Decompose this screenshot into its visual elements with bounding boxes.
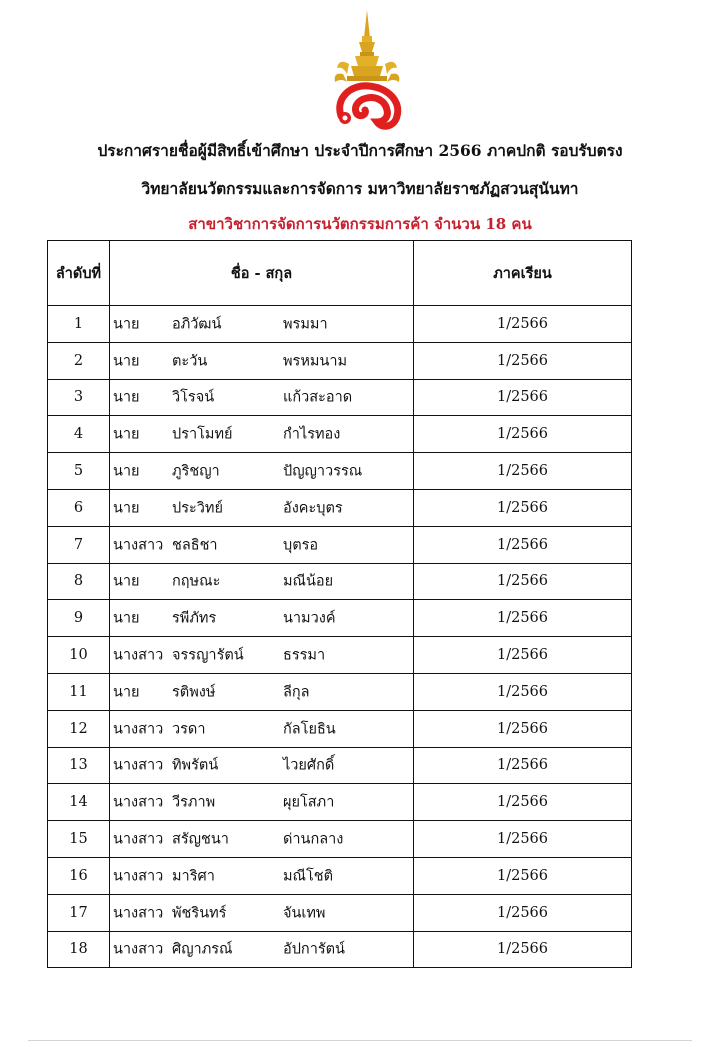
semester-cell: 1/2566 bbox=[414, 563, 632, 600]
table-row bbox=[48, 563, 632, 600]
row-number: 15 bbox=[48, 821, 110, 858]
student-name-cell bbox=[110, 489, 414, 526]
name-prefix: นาย bbox=[113, 463, 140, 480]
first-name: จรรญารัตน์ bbox=[172, 647, 244, 664]
row-number: 17 bbox=[48, 894, 110, 931]
row-number: 13 bbox=[48, 747, 110, 784]
last-name: กัลโยธิน bbox=[283, 721, 336, 738]
name-prefix: นาย bbox=[113, 573, 140, 590]
student-name-cell bbox=[110, 747, 414, 784]
last-name: ลีกุล bbox=[283, 684, 310, 701]
last-name: อังคะบุตร bbox=[283, 500, 343, 517]
first-name: อภิวัฒน์ bbox=[172, 316, 222, 333]
last-name: ปัญญาวรรณ bbox=[283, 463, 363, 480]
row-number: 3 bbox=[48, 379, 110, 416]
semester-cell: 1/2566 bbox=[414, 342, 632, 379]
row-number: 10 bbox=[48, 637, 110, 674]
student-name-cell bbox=[110, 710, 414, 747]
last-name: พรมมา bbox=[283, 316, 328, 333]
last-name: แก้วสะอาด bbox=[283, 389, 353, 406]
column-header-semester: ภาคเรียน bbox=[414, 241, 632, 306]
name-prefix: นางสาว bbox=[113, 794, 164, 811]
name-prefix: นาย bbox=[113, 500, 140, 517]
row-number: 11 bbox=[48, 673, 110, 710]
semester-cell: 1/2566 bbox=[414, 673, 632, 710]
semester-cell: 1/2566 bbox=[414, 857, 632, 894]
first-name: รติพงษ์ bbox=[172, 684, 216, 701]
first-name: พัชรินทร์ bbox=[172, 905, 227, 922]
name-prefix: นางสาว bbox=[113, 868, 164, 885]
student-name-cell bbox=[110, 894, 414, 931]
name-prefix: นาย bbox=[113, 353, 140, 370]
row-number: 2 bbox=[48, 342, 110, 379]
table-row bbox=[48, 821, 632, 858]
table-row bbox=[48, 379, 632, 416]
last-name: จันเทพ bbox=[283, 905, 326, 922]
semester-cell: 1/2566 bbox=[414, 600, 632, 637]
first-name: วรดา bbox=[172, 721, 206, 738]
semester-cell: 1/2566 bbox=[414, 306, 632, 343]
student-name-cell bbox=[110, 526, 414, 563]
table-row bbox=[48, 600, 632, 637]
announcement-title: ประกาศรายชื่อผู้มีสิทธิ์เข้าศึกษา ประจำปีการศึกษา 2566 ภาคปกติ รอบรับตรง bbox=[97, 141, 623, 160]
name-prefix: นาย bbox=[113, 426, 140, 443]
admission-table bbox=[47, 240, 632, 968]
student-name-cell bbox=[110, 416, 414, 453]
row-number: 7 bbox=[48, 526, 110, 563]
college-title: วิทยาลัยนวัตกรรมและการจัดการ มหาวิทยาลัยราชภัฏสวนสุนันทา bbox=[141, 179, 579, 198]
last-name: ผุยโสภา bbox=[283, 794, 335, 811]
program-title: สาขาวิชาการจัดการนวัตกรรมการค้า จำนวน 18 คน bbox=[188, 215, 532, 233]
table-row bbox=[48, 784, 632, 821]
student-name-cell bbox=[110, 931, 414, 968]
name-prefix: นางสาว bbox=[113, 831, 164, 848]
student-name-cell bbox=[110, 673, 414, 710]
student-name-cell bbox=[110, 453, 414, 490]
first-name: ชลธิชา bbox=[172, 537, 218, 554]
row-number: 16 bbox=[48, 857, 110, 894]
table-row bbox=[48, 931, 632, 968]
first-name: กฤษณะ bbox=[172, 573, 221, 590]
table-row bbox=[48, 673, 632, 710]
first-name: วีรภาพ bbox=[172, 794, 216, 811]
table-row bbox=[48, 489, 632, 526]
table-row bbox=[48, 894, 632, 931]
first-name: ทิพรัตน์ bbox=[172, 757, 219, 774]
name-prefix: นางสาว bbox=[113, 537, 164, 554]
student-name-cell bbox=[110, 857, 414, 894]
university-emblem-logo bbox=[327, 8, 407, 132]
last-name: กำไรทอง bbox=[283, 426, 341, 443]
semester-cell: 1/2566 bbox=[414, 379, 632, 416]
name-prefix: นางสาว bbox=[113, 757, 164, 774]
student-name-cell bbox=[110, 637, 414, 674]
semester-cell: 1/2566 bbox=[414, 526, 632, 563]
semester-cell: 1/2566 bbox=[414, 416, 632, 453]
table-row bbox=[48, 526, 632, 563]
name-prefix: นาย bbox=[113, 316, 140, 333]
first-name: ศิญาภรณ์ bbox=[172, 941, 233, 958]
name-prefix: นาย bbox=[113, 389, 140, 406]
row-number: 4 bbox=[48, 416, 110, 453]
last-name: พรหมนาม bbox=[283, 353, 348, 370]
semester-cell: 1/2566 bbox=[414, 894, 632, 931]
last-name: บุตรอ bbox=[283, 537, 319, 554]
student-name-cell bbox=[110, 342, 414, 379]
first-name: ประวิทย์ bbox=[172, 500, 223, 517]
row-number: 8 bbox=[48, 563, 110, 600]
column-header-no: ลำดับที่ bbox=[48, 241, 110, 306]
semester-cell: 1/2566 bbox=[414, 453, 632, 490]
name-prefix: นางสาว bbox=[113, 647, 164, 664]
last-name: ด่านกลาง bbox=[283, 831, 344, 848]
name-prefix: นางสาว bbox=[113, 721, 164, 738]
name-prefix: นางสาว bbox=[113, 905, 164, 922]
first-name: ปราโมทย์ bbox=[172, 426, 233, 443]
page-divider bbox=[28, 1040, 692, 1041]
table-row bbox=[48, 416, 632, 453]
table-row bbox=[48, 453, 632, 490]
first-name: วิโรจน์ bbox=[172, 389, 215, 406]
first-name: มาริศา bbox=[172, 868, 215, 885]
semester-cell: 1/2566 bbox=[414, 710, 632, 747]
student-name-cell bbox=[110, 600, 414, 637]
first-name: ภูริชญา bbox=[172, 463, 220, 480]
semester-cell: 1/2566 bbox=[414, 747, 632, 784]
table-row bbox=[48, 637, 632, 674]
name-prefix: นาย bbox=[113, 684, 140, 701]
table-row bbox=[48, 747, 632, 784]
semester-cell: 1/2566 bbox=[414, 637, 632, 674]
first-name: สรัญชนา bbox=[172, 831, 229, 848]
last-name: มณีน้อย bbox=[283, 573, 334, 590]
row-number: 14 bbox=[48, 784, 110, 821]
last-name: ไวยศักดิ์ bbox=[283, 757, 335, 774]
column-header-name: ชื่อ - สกุล bbox=[110, 241, 414, 306]
last-name: ธรรมา bbox=[283, 647, 326, 664]
row-number: 6 bbox=[48, 489, 110, 526]
semester-cell: 1/2566 bbox=[414, 931, 632, 968]
last-name: นามวงค์ bbox=[283, 610, 336, 627]
row-number: 1 bbox=[48, 306, 110, 343]
row-number: 9 bbox=[48, 600, 110, 637]
table-header-row bbox=[48, 241, 632, 306]
last-name: อัปการัตน์ bbox=[283, 941, 345, 958]
last-name: มณีโชติ bbox=[283, 868, 334, 885]
semester-cell: 1/2566 bbox=[414, 821, 632, 858]
name-prefix: นางสาว bbox=[113, 941, 164, 958]
table-row bbox=[48, 710, 632, 747]
first-name: รพีภัทร bbox=[172, 610, 217, 627]
student-name-cell bbox=[110, 306, 414, 343]
student-name-cell bbox=[110, 784, 414, 821]
name-prefix: นาย bbox=[113, 610, 140, 627]
table-row bbox=[48, 306, 632, 343]
table-row bbox=[48, 857, 632, 894]
semester-cell: 1/2566 bbox=[414, 489, 632, 526]
student-name-cell bbox=[110, 563, 414, 600]
student-name-cell bbox=[110, 821, 414, 858]
student-name-cell bbox=[110, 379, 414, 416]
row-number: 18 bbox=[48, 931, 110, 968]
first-name: ตะวัน bbox=[172, 353, 208, 370]
semester-cell: 1/2566 bbox=[414, 784, 632, 821]
row-number: 12 bbox=[48, 710, 110, 747]
row-number: 5 bbox=[48, 453, 110, 490]
table-row bbox=[48, 342, 632, 379]
